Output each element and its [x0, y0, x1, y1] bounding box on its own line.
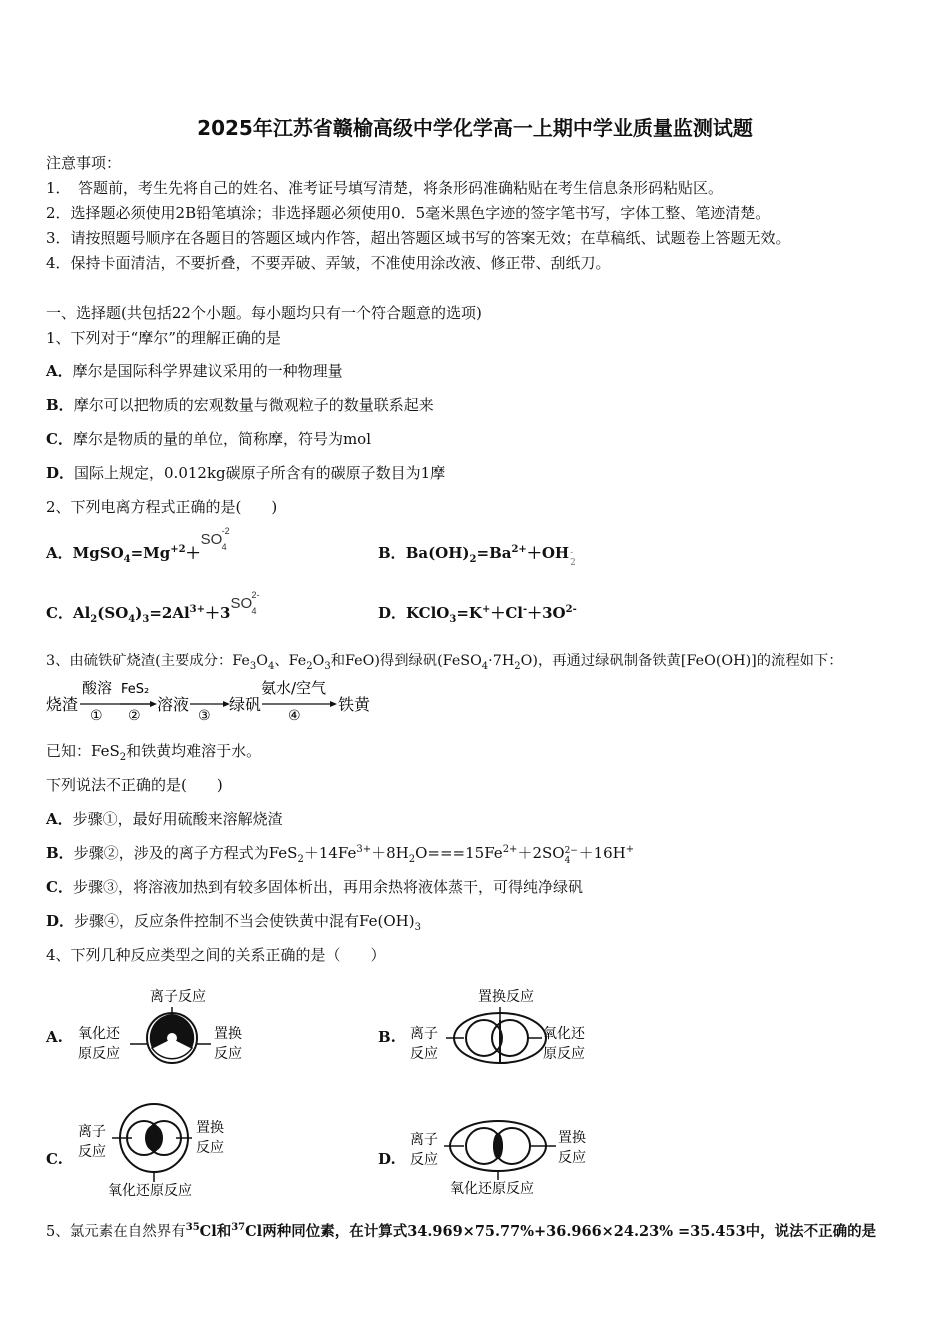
- q3-option-d: D．步骤④，反应条件控制不当会使铁黄中混有$Fe(OH)_3$: [46, 912, 421, 933]
- label-redox-line1: 氧化还: [78, 1026, 120, 1042]
- q4-option-a-label: A.: [46, 1028, 63, 1046]
- flow-arrowhead-4: [330, 701, 337, 707]
- flow-arrow-4-top: 氨水/空气: [261, 679, 327, 697]
- q3-flow-diagram: [40, 673, 380, 725]
- label-displacement-line1: 置换: [214, 1026, 242, 1042]
- flow-arrow-1-bottom: ①: [90, 708, 103, 724]
- q2-option-a: A．$MgSO_4=Mg^{+2}+SO$ 4 -2: [46, 526, 230, 565]
- center-dot: [167, 1033, 177, 1043]
- label-displacement-line2: 反应: [214, 1046, 242, 1062]
- intersection-fill: [493, 1133, 503, 1159]
- q1-option-d: D．国际上规定，0.012kg碳原子所含有的碳原子数目为1摩: [46, 464, 446, 482]
- right-circle: [492, 1020, 528, 1056]
- q5-stem: 5、氯元素在自然界有$^{35}$Cl和$^{37}$Cl两种同位素，在计算式34.969×75.77%+36.966×24.23% =35.453中，说法不正确的是: [46, 1222, 877, 1240]
- label-displacement-line1: 置换: [196, 1120, 224, 1136]
- flow-arrow-4-bottom: ④: [288, 708, 301, 724]
- q2-option-b: B．$Ba(OH)_2=Ba^{2+}+OH$ - 2: [378, 544, 576, 568]
- flow-node-iron-yellow: 铁黄: [338, 695, 371, 714]
- q3-option-b: B．步骤②，涉及的离子方程式为$FeS_2+14Fe^{3+}+8H_2O===15Fe^{2+}+2SO$ 2− 4 ＋16H+: [46, 844, 635, 866]
- label-displacement-line1: 置换: [558, 1130, 586, 1146]
- notice-item-4: 4．保持卡面清洁，不要折叠，不要弄破、弄皱，不准使用涂改液、修正带、刮纸刀。: [46, 254, 611, 272]
- label-redox-line1: 氧化还: [543, 1026, 585, 1042]
- page-title: 2025年江苏省赣榆高级中学化学高一上期中学业质量监测试题: [197, 116, 753, 140]
- flow-arrow-2-top: FeS₂: [121, 682, 150, 697]
- intersection-fill: [145, 1125, 163, 1151]
- notice-heading: 注意事项：: [46, 154, 122, 172]
- label-ion-line2: 反应: [410, 1046, 438, 1062]
- label-displacement-line2: 反应: [558, 1150, 586, 1166]
- section-heading: 一、选择题(共包括22个小题。每小题均只有一个符合题意的选项): [46, 304, 482, 322]
- label-redox-line2: 原反应: [543, 1046, 585, 1062]
- q4-stem: 4、下列几种反应类型之间的关系正确的是（ ）: [46, 946, 386, 964]
- q3-known: 已知：FeS$_2$和铁黄均难溶于水。: [46, 742, 262, 763]
- label-ion-line1: 离子: [410, 1132, 438, 1148]
- flow-node-green-vitriol: 绿矾: [229, 695, 262, 714]
- flow-node-slag: 烧渣: [46, 695, 79, 714]
- q2-option-d: D．$KClO_3=K^++Cl^-+3O^{2-}$: [378, 604, 577, 625]
- q3-ask: 下列说法不正确的是( ): [46, 776, 223, 794]
- q1-option-c: C．摩尔是物质的量的单位，简称摩，符号为mol: [46, 430, 372, 448]
- flow-arrow-3-bottom: ③: [198, 708, 211, 724]
- label-ion-line1: 离子: [410, 1026, 438, 1042]
- flow-arrow-2-bottom: ②: [128, 708, 141, 724]
- q4-option-d-label: D.: [378, 1150, 396, 1168]
- notice-item-1: 1． 答题前，考生先将自己的姓名、准考证号填写清楚，将条形码准确粘贴在考生信息条形码粘贴区。: [46, 179, 724, 197]
- label-ion-line2: 反应: [410, 1152, 438, 1168]
- flow-node-solution: 溶液: [157, 695, 190, 714]
- q1-option-a: A．摩尔是国际科学界建议采用的一种物理量: [46, 362, 343, 380]
- q4-diagram-c: [74, 1100, 264, 1200]
- label-displacement-line2: 反应: [196, 1140, 224, 1156]
- q4-diagram-a: [74, 982, 264, 1082]
- q2-stem: 2、下列电离方程式正确的是( ): [46, 498, 278, 516]
- flow-arrow-1-top: 酸溶: [82, 679, 113, 697]
- label-redox: 氧化还原反应: [450, 1181, 534, 1197]
- q4-option-c-label: C.: [46, 1150, 63, 1168]
- q3-stem: 3、由硫铁矿烧渣(主要成分：$Fe_3O_4$、$Fe_2O_3$和FeO)得到绿矾$(FeSO_4\cdot 7H_2O)$，再通过绿矾制备铁黄[FeO(OH)]的流程如下：: [46, 653, 843, 672]
- flow-arrowhead-1: [150, 701, 157, 707]
- q4-option-b-label: B.: [378, 1028, 396, 1046]
- label-ion-reaction: 离子反应: [150, 989, 206, 1005]
- notice-item-2: 2．选择题必须使用2B铅笔填涂；非选择题必须使用0．5毫米黑色字迹的签字笔书写，字体工整、笔迹清楚。: [46, 204, 771, 222]
- q1-option-b: B．摩尔可以把物质的宏观数量与微观粒子的数量联系起来: [46, 396, 434, 414]
- q3-option-a: A．步骤①，最好用硫酸来溶解烧渣: [46, 810, 283, 828]
- label-ion-line2: 反应: [78, 1144, 106, 1160]
- notice-item-3: 3．请按照题号顺序在各题目的答题区域内作答，超出答题区域书写的答案无效；在草稿纸、试题卷上答题无效。: [46, 229, 791, 247]
- label-redox: 氧化还原反应: [108, 1183, 192, 1199]
- q1-stem: 1、下列对于“摩尔”的理解正确的是: [46, 329, 281, 347]
- q4-diagram-d: [404, 1100, 604, 1200]
- label-ion-line1: 离子: [78, 1124, 106, 1140]
- q4-diagram-b: [404, 982, 604, 1082]
- label-redox-line2: 原反应: [78, 1046, 120, 1062]
- q3-option-c: C．步骤③，将溶液加热到有较多固体析出，再用余热将液体蒸干，可得纯净绿矾: [46, 878, 583, 896]
- label-displacement: 置换反应: [478, 989, 534, 1005]
- q2-option-c: C．$Al_2(SO_4)_3=2Al^{3+}+3SO$ 4 2-: [46, 590, 260, 625]
